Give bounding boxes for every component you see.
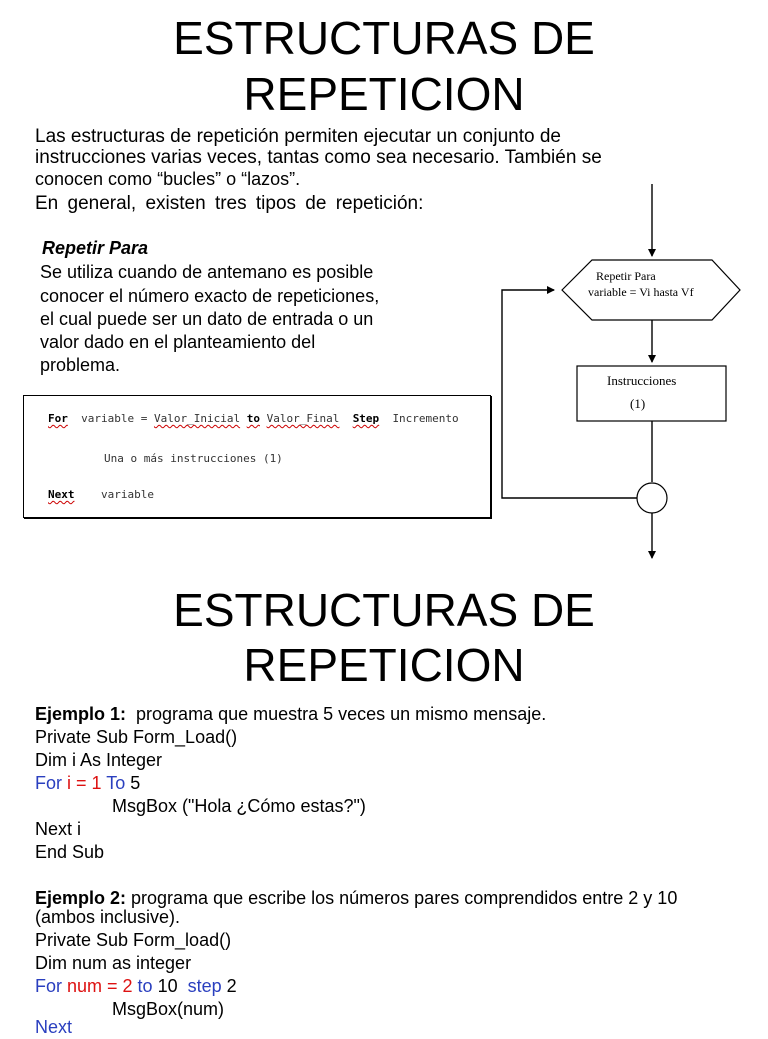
code-equals: = [140, 412, 148, 425]
intro-line3: conocen como “bucles” o “lazos”. [35, 169, 301, 189]
section-heading-repetir-para: Repetir Para [42, 238, 149, 258]
example2-description: programa que escribe los números pares comprendidos entre 2 y 10 [126, 888, 678, 908]
example1-line6: End Sub [35, 842, 105, 862]
example1-line1: Private Sub Form_Load() [35, 727, 238, 747]
code-incremento: Incremento [392, 412, 459, 425]
desc-line3: el cual puede ser un dato de entrada o un [40, 309, 374, 329]
code-for-keyword: For [48, 412, 68, 425]
example1-line4: MsgBox ("Hola ¿Cómo estas?") [112, 796, 366, 816]
ex2-step-keyword: step [187, 976, 222, 996]
example1-description: programa que muestra 5 veces un mismo mensaje. [126, 704, 547, 724]
code-line-for [48, 412, 459, 425]
desc-line5: problema. [40, 355, 121, 375]
flow-hexagon-label2: variable = Vi hasta Vf [588, 285, 694, 299]
ex1-for-keyword: For [35, 773, 62, 793]
example1-for-line [35, 772, 140, 795]
code-to-keyword: to [246, 412, 260, 425]
desc-line1: Se utiliza cuando de antemano es posible [40, 262, 374, 282]
slide1-title-line2: REPETICION [243, 68, 525, 120]
code-next-keyword: Next [48, 488, 75, 501]
example2-for-line [35, 975, 237, 998]
ex1-for-limit: 5 [125, 773, 141, 793]
code-step-keyword: Step [352, 412, 380, 425]
code-next-variable: variable [101, 488, 154, 501]
example2-line2: Dim num as integer [35, 953, 192, 973]
example2-line5: Next [35, 1017, 73, 1037]
ex2-for-limit: 10 [152, 976, 188, 996]
intro-line2: instrucciones varias veces, tantas como sea necesario. También se [35, 147, 602, 168]
example1-heading [35, 703, 546, 726]
flow-box-label1: Instrucciones [607, 373, 677, 388]
flow-connector-circle [637, 483, 667, 513]
slide1-title-line1: ESTRUCTURAS DE [173, 12, 595, 64]
example1-line5: Next i [35, 819, 82, 839]
ex2-for-var: num = 2 [62, 976, 138, 996]
code-line-next [48, 488, 154, 501]
flowchart-diagram [490, 180, 760, 565]
desc-line2: conocer el número exacto de repeticiones, [40, 286, 380, 306]
ex2-step-value: 2 [221, 976, 237, 996]
code-valor-final: Valor_Final [266, 412, 340, 425]
example2-line1: Private Sub Form_load() [35, 930, 232, 950]
example2-description2: (ambos inclusive). [35, 907, 181, 927]
ex2-for-keyword: For [35, 976, 62, 996]
slide2-title-line1: ESTRUCTURAS DE [173, 584, 595, 636]
ex2-to-keyword: to [137, 976, 153, 996]
ex1-for-var: i = 1 [62, 773, 107, 793]
example1-label: Ejemplo 1: [35, 704, 127, 724]
code-line-body: Una o más instrucciones (1) [104, 452, 283, 465]
example2-label: Ejemplo 2: [35, 888, 127, 908]
ex1-to-keyword: To [106, 773, 126, 793]
slide2-title-line2: REPETICION [243, 639, 525, 691]
flow-hexagon-label1: Repetir Para [596, 269, 656, 283]
syntax-code-box [23, 395, 491, 518]
desc-line4: valor dado en el planteamiento del [40, 332, 316, 352]
intro-line4: En general, existen tres tipos de repetición: [35, 193, 424, 214]
intro-line1: Las estructuras de repetición permiten ejecutar un conjunto de [35, 126, 561, 147]
example1-line2: Dim i As Integer [35, 750, 163, 770]
code-valor-inicial: Valor_Inicial [153, 412, 241, 425]
example2-line4: MsgBox(num) [112, 999, 225, 1019]
code-variable: variable [81, 412, 135, 425]
flow-box-label2: (1) [630, 396, 646, 411]
